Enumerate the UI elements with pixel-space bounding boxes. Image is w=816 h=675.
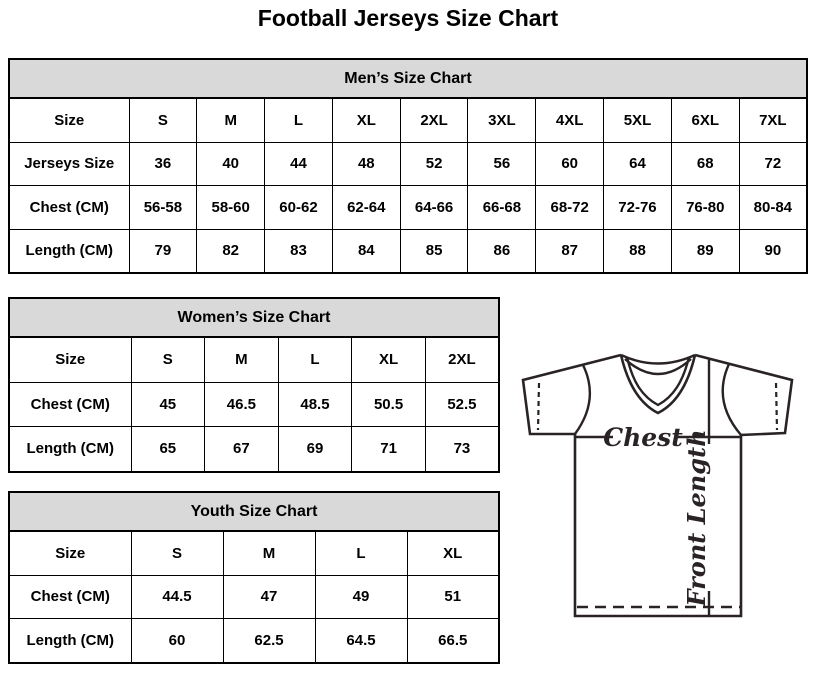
- collar-top-edge: [621, 355, 695, 364]
- value-cell: XL: [352, 337, 426, 382]
- value-cell: 88: [604, 229, 672, 273]
- value-cell: 64: [604, 142, 672, 186]
- value-cell: M: [223, 531, 315, 575]
- value-cell: 47: [223, 575, 315, 619]
- value-cell: 51: [407, 575, 499, 619]
- mens-size-table: [8, 58, 808, 274]
- value-cell: 56-58: [129, 186, 197, 230]
- chest-label: Chest: [603, 423, 683, 452]
- value-cell: 68-72: [536, 186, 604, 230]
- value-cell: L: [278, 337, 352, 382]
- row-label-cell: Chest (CM): [9, 575, 131, 619]
- value-cell: 5XL: [604, 98, 672, 142]
- value-cell: 48.5: [278, 382, 352, 427]
- value-cell: S: [131, 337, 205, 382]
- value-cell: 64-66: [400, 186, 468, 230]
- table-row: [9, 186, 807, 230]
- value-cell: 85: [400, 229, 468, 273]
- table-row: [9, 98, 807, 142]
- value-cell: 2XL: [400, 98, 468, 142]
- value-cell: 76-80: [671, 186, 739, 230]
- value-cell: 44: [265, 142, 333, 186]
- womens-table-caption: Women’s Size Chart: [9, 298, 499, 337]
- value-cell: 87: [536, 229, 604, 273]
- value-cell: 66.5: [407, 619, 499, 663]
- value-cell: 62.5: [223, 619, 315, 663]
- value-cell: 71: [352, 427, 426, 472]
- value-cell: 36: [129, 142, 197, 186]
- table-row: [9, 229, 807, 273]
- value-cell: S: [131, 531, 223, 575]
- value-cell: 2XL: [425, 337, 499, 382]
- row-label-cell: Length (CM): [9, 229, 129, 273]
- value-cell: 4XL: [536, 98, 604, 142]
- value-cell: 3XL: [468, 98, 536, 142]
- value-cell: S: [129, 98, 197, 142]
- value-cell: 48: [332, 142, 400, 186]
- value-cell: 45: [131, 382, 205, 427]
- table-row: [9, 142, 807, 186]
- row-label-cell: Size: [9, 531, 131, 575]
- value-cell: 86: [468, 229, 536, 273]
- value-cell: 60: [131, 619, 223, 663]
- value-cell: 72: [739, 142, 807, 186]
- value-cell: 56: [468, 142, 536, 186]
- table-row: [9, 427, 499, 472]
- value-cell: 89: [671, 229, 739, 273]
- value-cell: 50.5: [352, 382, 426, 427]
- mens-table-caption: Men’s Size Chart: [9, 59, 807, 98]
- value-cell: M: [197, 98, 265, 142]
- value-cell: L: [315, 531, 407, 575]
- right-cuff-dashed-line: [776, 383, 777, 430]
- womens-size-table: [8, 297, 500, 473]
- value-cell: 68: [671, 142, 739, 186]
- value-cell: XL: [407, 531, 499, 575]
- value-cell: 52.5: [425, 382, 499, 427]
- table-caption-row: [9, 59, 807, 98]
- value-cell: 90: [739, 229, 807, 273]
- value-cell: 67: [205, 427, 279, 472]
- value-cell: 46.5: [205, 382, 279, 427]
- page-title: Football Jerseys Size Chart: [257, 5, 559, 31]
- value-cell: M: [205, 337, 279, 382]
- value-cell: 84: [332, 229, 400, 273]
- table-row: [9, 619, 499, 663]
- value-cell: 62-64: [332, 186, 400, 230]
- value-cell: 79: [129, 229, 197, 273]
- value-cell: 72-76: [604, 186, 672, 230]
- row-label-cell: Length (CM): [9, 427, 131, 472]
- value-cell: 66-68: [468, 186, 536, 230]
- youth-table-caption: Youth Size Chart: [9, 492, 499, 531]
- value-cell: XL: [332, 98, 400, 142]
- row-label-cell: Chest (CM): [9, 382, 131, 427]
- value-cell: 65: [131, 427, 205, 472]
- value-cell: 6XL: [671, 98, 739, 142]
- table-row: [9, 337, 499, 382]
- value-cell: 52: [400, 142, 468, 186]
- value-cell: 83: [265, 229, 333, 273]
- value-cell: 60-62: [265, 186, 333, 230]
- value-cell: 82: [197, 229, 265, 273]
- value-cell: 60: [536, 142, 604, 186]
- table-row: [9, 531, 499, 575]
- row-label-cell: Size: [9, 337, 131, 382]
- left-armhole-seam: [575, 365, 590, 434]
- value-cell: 58-60: [197, 186, 265, 230]
- left-cuff-dashed-line: [538, 383, 539, 430]
- row-label-cell: Length (CM): [9, 619, 131, 663]
- value-cell: L: [265, 98, 333, 142]
- value-cell: 49: [315, 575, 407, 619]
- front-length-label: Front Length: [682, 429, 711, 607]
- row-label-cell: Chest (CM): [9, 186, 129, 230]
- table-caption-row: [9, 492, 499, 531]
- value-cell: 64.5: [315, 619, 407, 663]
- table-row: [9, 575, 499, 619]
- right-armhole-seam: [723, 364, 741, 435]
- youth-size-table: [8, 491, 500, 664]
- value-cell: 73: [425, 427, 499, 472]
- row-label-cell: Jerseys Size: [9, 142, 129, 186]
- value-cell: 7XL: [739, 98, 807, 142]
- jersey-measurement-diagram: [513, 340, 813, 630]
- table-caption-row: [9, 298, 499, 337]
- value-cell: 44.5: [131, 575, 223, 619]
- value-cell: 80-84: [739, 186, 807, 230]
- row-label-cell: Size: [9, 98, 129, 142]
- value-cell: 40: [197, 142, 265, 186]
- value-cell: 69: [278, 427, 352, 472]
- table-row: [9, 382, 499, 427]
- jersey-outline: [523, 355, 792, 616]
